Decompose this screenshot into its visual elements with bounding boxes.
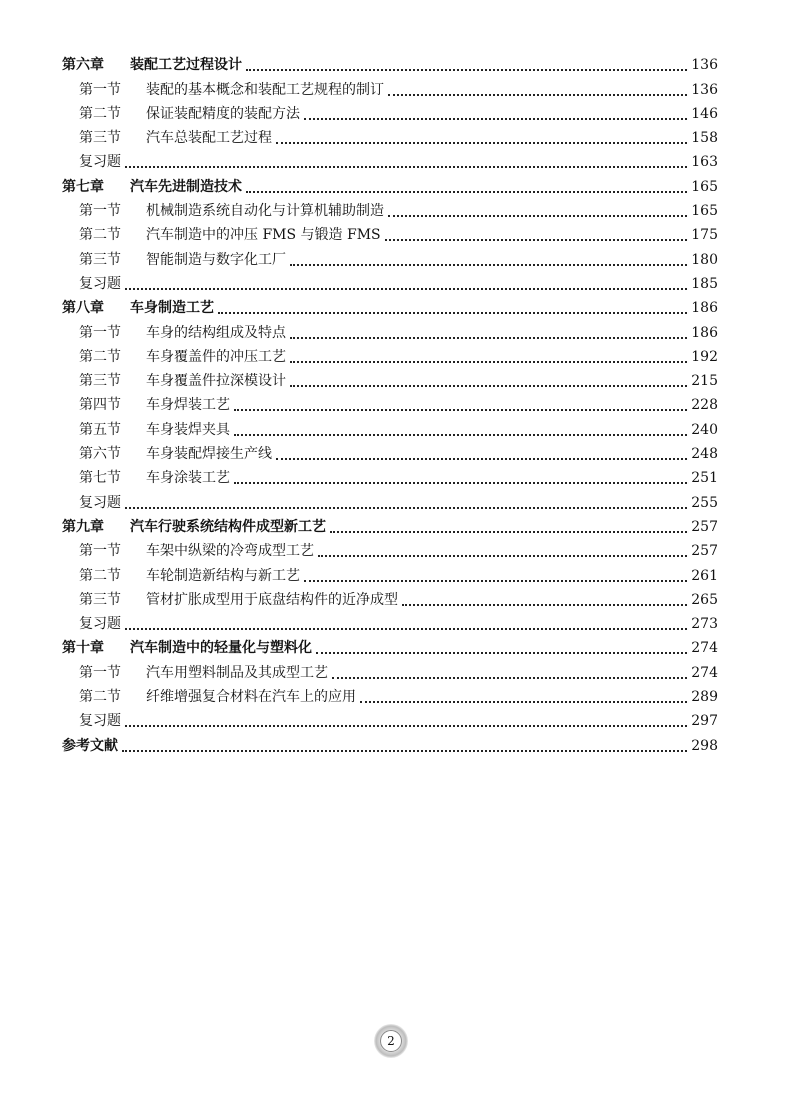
toc-entry-number: 第七节 — [79, 470, 121, 487]
toc-page-number: 165 — [691, 203, 718, 220]
toc-entry-title: 复习题 — [79, 275, 121, 292]
dot-leader — [234, 482, 687, 484]
toc-page-number: 274 — [691, 640, 718, 657]
toc-chapter-row[interactable] — [62, 730, 718, 754]
toc-entry-title: 智能制造与数字化工厂 — [146, 251, 286, 268]
toc-page-number: 186 — [691, 300, 718, 317]
dot-leader — [316, 652, 687, 654]
toc-section-row[interactable] — [62, 682, 718, 706]
toc-chapter-row[interactable] — [62, 50, 718, 74]
toc-entry-title: 车身涂装工艺 — [146, 470, 230, 487]
toc-entry-title: 复习题 — [79, 616, 121, 633]
toc-section-row[interactable] — [62, 585, 718, 609]
dot-leader — [125, 288, 687, 290]
toc-page-number: 215 — [691, 373, 718, 390]
toc-review-row[interactable] — [62, 706, 718, 730]
toc-page-number: 274 — [691, 664, 718, 681]
toc-page-number: 180 — [691, 251, 718, 268]
toc-entry-number: 第三节 — [79, 130, 121, 147]
toc-section-row[interactable] — [62, 220, 718, 244]
toc-entry-title: 车身焊装工艺 — [146, 397, 230, 414]
dot-leader — [290, 264, 687, 266]
toc-page-number: 175 — [691, 227, 718, 244]
toc-section-row[interactable] — [62, 342, 718, 366]
toc-entry-number: 第二节 — [79, 567, 121, 584]
toc-page-number: 298 — [691, 737, 718, 754]
toc-page-number: 297 — [691, 713, 718, 730]
toc-entry-title: 车轮制造新结构与新工艺 — [146, 567, 300, 584]
toc-entry-title: 汽车用塑料制品及其成型工艺 — [146, 664, 328, 681]
toc-entry-title: 车身装配焊接生产线 — [146, 446, 272, 463]
dot-leader — [290, 361, 687, 363]
toc-entry-number: 第四节 — [79, 397, 121, 414]
toc-entry-title: 装配的基本概念和装配工艺规程的制订 — [146, 81, 384, 98]
toc-section-row[interactable] — [62, 439, 718, 463]
toc-entry-title: 车身的结构组成及特点 — [146, 324, 286, 341]
dot-leader — [360, 701, 687, 703]
toc-page-number: 165 — [691, 178, 718, 195]
toc-entry-title: 汽车行驶系统结构件成型新工艺 — [130, 518, 326, 535]
toc-page-number: 185 — [691, 275, 718, 292]
toc-entry-title: 车身装焊夹具 — [146, 421, 230, 438]
toc-review-row[interactable] — [62, 269, 718, 293]
dot-leader — [276, 142, 687, 144]
toc-entry-title: 复习题 — [79, 494, 121, 511]
toc-entry-number: 第二节 — [79, 227, 121, 244]
toc-entry-title: 汽车制造中的轻量化与塑料化 — [130, 640, 312, 657]
toc-entry-title: 汽车总装配工艺过程 — [146, 130, 272, 147]
dot-leader — [388, 94, 687, 96]
toc-page-number: 240 — [691, 421, 718, 438]
toc-entry-title: 参考文献 — [62, 737, 118, 754]
toc-entry-title: 保证装配精度的装配方法 — [146, 105, 300, 122]
toc-section-row[interactable] — [62, 244, 718, 268]
toc-section-row[interactable] — [62, 414, 718, 438]
toc-entry-number: 第一节 — [79, 203, 121, 220]
toc-section-row[interactable] — [62, 390, 718, 414]
dot-leader — [125, 166, 687, 168]
toc-page-number: 192 — [691, 348, 718, 365]
toc-entry-title: 车架中纵梁的冷弯成型工艺 — [146, 543, 314, 560]
dot-leader — [290, 385, 687, 387]
toc-entry-number: 第二节 — [79, 689, 121, 706]
toc-section-row[interactable] — [62, 99, 718, 123]
dot-leader — [218, 312, 687, 314]
toc-page-number: 163 — [691, 154, 718, 171]
dot-leader — [318, 555, 687, 557]
toc-chapter-row[interactable] — [62, 293, 718, 317]
page-number: 2 — [380, 1030, 402, 1052]
dot-leader — [330, 531, 687, 533]
toc-page-number: 136 — [691, 81, 718, 98]
toc-entry-number: 第三节 — [79, 591, 121, 608]
toc-entry-number: 第一节 — [79, 664, 121, 681]
toc-review-row[interactable] — [62, 609, 718, 633]
toc-section-row[interactable] — [62, 560, 718, 584]
dot-leader — [304, 580, 687, 582]
dot-leader — [234, 434, 687, 436]
toc-page-number: 257 — [691, 543, 718, 560]
dot-leader — [125, 507, 687, 509]
dot-leader — [246, 191, 687, 193]
dot-leader — [332, 677, 687, 679]
dot-leader — [385, 239, 688, 241]
toc-page-number: 228 — [691, 397, 718, 414]
toc-section-row[interactable] — [62, 536, 718, 560]
table-of-contents — [62, 50, 718, 755]
toc-page-number: 261 — [691, 567, 718, 584]
toc-entry-title: 车身制造工艺 — [130, 300, 214, 317]
toc-page-number: 251 — [691, 470, 718, 487]
toc-chapter-row[interactable] — [62, 633, 718, 657]
toc-entry-title: 汽车制造中的冲压 FMS 与锻造 FMS — [146, 227, 381, 244]
dot-leader — [246, 69, 687, 71]
toc-entry-number: 第二节 — [79, 348, 121, 365]
toc-page-number: 158 — [691, 130, 718, 147]
toc-entry-number: 第十章 — [62, 640, 104, 657]
page-number-badge — [374, 1024, 408, 1058]
toc-entry-number: 第一节 — [79, 81, 121, 98]
toc-page-number: 186 — [691, 324, 718, 341]
toc-page-number: 146 — [691, 105, 718, 122]
toc-page-number: 136 — [691, 57, 718, 74]
toc-section-row[interactable] — [62, 123, 718, 147]
toc-entry-number: 第七章 — [62, 178, 104, 195]
toc-page-number: 273 — [691, 616, 718, 633]
toc-entry-title: 复习题 — [79, 713, 121, 730]
dot-leader — [125, 725, 687, 727]
toc-entry-number: 第八章 — [62, 300, 104, 317]
toc-entry-number: 第六章 — [62, 57, 104, 74]
dot-leader — [304, 118, 687, 120]
toc-entry-title: 纤维增强复合材料在汽车上的应用 — [146, 689, 356, 706]
toc-entry-number: 第六节 — [79, 446, 121, 463]
dot-leader — [125, 628, 687, 630]
toc-entry-title: 车身覆盖件的冲压工艺 — [146, 348, 286, 365]
toc-page-number: 257 — [691, 518, 718, 535]
dot-leader — [290, 337, 687, 339]
toc-section-row[interactable] — [62, 74, 718, 98]
toc-entry-number: 第九章 — [62, 518, 104, 535]
toc-section-row[interactable] — [62, 366, 718, 390]
dot-leader — [122, 750, 687, 752]
toc-page-number: 289 — [691, 689, 718, 706]
dot-leader — [276, 458, 687, 460]
toc-entry-number: 第二节 — [79, 105, 121, 122]
toc-entry-title: 管材扩胀成型用于底盘结构件的近净成型 — [146, 591, 398, 608]
dot-leader — [234, 409, 687, 411]
toc-entry-number: 第三节 — [79, 251, 121, 268]
toc-chapter-row[interactable] — [62, 171, 718, 195]
toc-section-row[interactable] — [62, 657, 718, 681]
toc-chapter-row[interactable] — [62, 512, 718, 536]
dot-leader — [402, 604, 687, 606]
toc-entry-title: 汽车先进制造技术 — [130, 178, 242, 195]
toc-entry-title: 机械制造系统自动化与计算机辅助制造 — [146, 203, 384, 220]
toc-entry-number: 第一节 — [79, 543, 121, 560]
toc-entry-number: 第五节 — [79, 421, 121, 438]
dot-leader — [388, 215, 687, 217]
toc-entry-title: 复习题 — [79, 154, 121, 171]
toc-entry-title: 装配工艺过程设计 — [130, 57, 242, 74]
toc-section-row[interactable] — [62, 317, 718, 341]
toc-page-number: 248 — [691, 446, 718, 463]
toc-section-row[interactable] — [62, 196, 718, 220]
toc-entry-number: 第一节 — [79, 324, 121, 341]
toc-review-row[interactable] — [62, 147, 718, 171]
toc-review-row[interactable] — [62, 487, 718, 511]
toc-section-row[interactable] — [62, 463, 718, 487]
toc-entry-number: 第三节 — [79, 373, 121, 390]
toc-entry-title: 车身覆盖件拉深模设计 — [146, 373, 286, 390]
toc-page-number: 255 — [691, 494, 718, 511]
toc-page-number: 265 — [691, 591, 718, 608]
